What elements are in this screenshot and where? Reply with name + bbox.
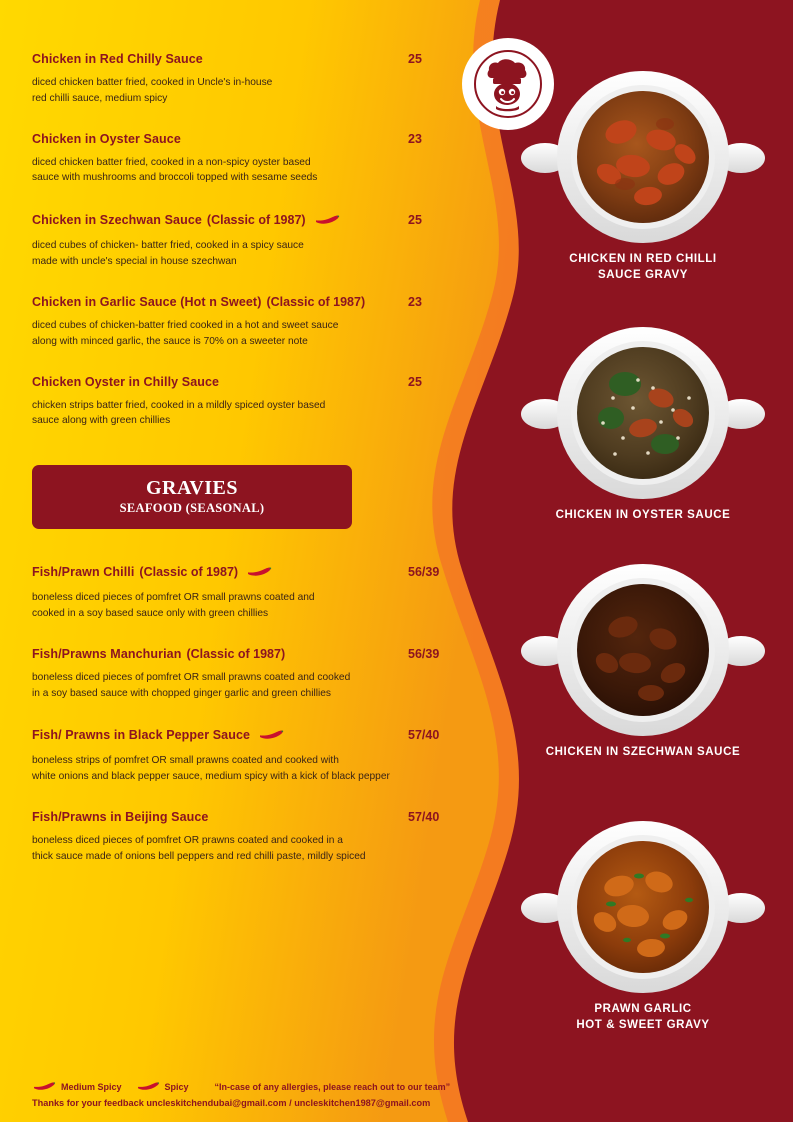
desc-line: boneless strips of pomfret OR small prawns coated and cooked with: [32, 755, 339, 767]
menu-item: [32, 375, 470, 430]
desc-line: boneless diced pieces of pomfret OR small prawns coated and: [32, 592, 315, 604]
dish-image: [493, 318, 793, 508]
dish-caption: [493, 745, 793, 761]
dish-card: [493, 318, 793, 524]
menu-item-description: [32, 398, 470, 430]
desc-line: diced chicken batter fried, cooked in Uncle's in-house: [32, 77, 273, 88]
menu-item-classic-tag: (Classic of 1987): [266, 294, 366, 309]
menu-item-description: [32, 833, 470, 865]
dish-caption: [493, 508, 793, 524]
desc-line: white onions and black pepper sauce, medium spicy with a kick of black pepper: [32, 771, 390, 783]
chef-logo-icon: [472, 48, 544, 120]
menu-item: [32, 810, 470, 865]
menu-item-name: Chicken in Szechwan Sauce: [32, 213, 202, 228]
caption-line: CHICKEN IN OYSTER SAUCE: [555, 509, 731, 521]
menu-item-header: [32, 295, 470, 309]
desc-line: red chilli sauce, medium spicy: [32, 92, 168, 104]
desc-line: along with minced garlic, the sauce is 70% on a sweeter note: [32, 335, 308, 347]
desc-line: diced cubes of chicken-batter fried cooked in a hot and sweet sauce: [32, 319, 339, 331]
desc-line: chicken strips batter fried, cooked in a mildly spiced oyster based: [32, 399, 326, 411]
menu-item-name: Chicken in Oyster Sauce: [32, 131, 181, 146]
menu-item: [32, 647, 470, 702]
dish-caption: [493, 1002, 793, 1033]
dish-photo-column: [493, 0, 793, 1122]
spicy-label: Spicy: [164, 1082, 189, 1092]
menu-item-name: Fish/Prawn Chilli: [32, 565, 135, 580]
menu-item-classic-tag: (Classic of 1987): [139, 565, 239, 580]
section-subtitle: SEAFOOD (SEASONAL): [119, 501, 265, 516]
spicy-chili-icon: [136, 1081, 160, 1093]
spice-legend: [32, 1081, 492, 1093]
menu-item-header: [32, 132, 470, 146]
medium-spicy-chili-icon: [258, 727, 284, 745]
menu-item-price: 23: [408, 131, 422, 146]
menu-item-price: 25: [408, 374, 422, 389]
desc-line: diced cubes of chicken- batter fried, cooked in a spicy sauce: [32, 240, 304, 252]
menu-item-header: [32, 52, 470, 66]
caption-line: CHICKEN IN RED CHILLI: [569, 253, 717, 265]
menu-item-price: 56/39: [408, 646, 440, 661]
desc-line: cooked in a soy based sauce only with green chillies: [32, 607, 269, 619]
menu-item-description: [32, 238, 470, 270]
dish-card: [493, 555, 793, 761]
menu-item-description: [32, 318, 470, 350]
desc-line: made with uncle's special in house szechwan: [32, 256, 237, 268]
caption-line: HOT & SWEET GRAVY: [576, 1018, 710, 1031]
menu-item-name: Fish/ Prawns in Black Pepper Sauce: [32, 728, 251, 743]
dish-caption: [493, 252, 793, 283]
feedback-line: Thanks for your feedback uncleskitchendubai@gmail.com / uncleskitchen1987@gmail.com: [32, 1098, 431, 1108]
menu-item-name: Chicken Oyster in Chilly Sauce: [32, 374, 220, 389]
menu-item: [32, 726, 470, 785]
desc-line: in a soy based sauce with chopped ginger garlic and green chillies: [32, 687, 332, 699]
menu-item-price: 23: [408, 294, 422, 309]
medium-spicy-label: Medium Spicy: [61, 1082, 122, 1092]
menu-item-header: [32, 211, 470, 229]
menu-item: [32, 563, 470, 622]
desc-line: sauce along with green chillies: [32, 415, 171, 427]
caption-line: PRAWN GARLIC: [594, 1003, 692, 1015]
allergy-note: “In-case of any allergies, please reach out to our team”: [214, 1082, 451, 1092]
menu-item: [32, 132, 470, 187]
section-banner: [32, 465, 352, 529]
caption-line: CHICKEN IN SZECHWAN SAUCE: [545, 746, 741, 758]
logo-badge: [462, 38, 554, 130]
menu-item-description: [32, 670, 470, 702]
desc-line: sauce with mushrooms and broccoli topped with sesame seeds: [32, 172, 318, 184]
menu-item-header: [32, 563, 470, 581]
menu-item: [32, 211, 470, 270]
menu-item-price: 57/40: [408, 728, 440, 743]
dish-card: [493, 812, 793, 1033]
menu-item: [32, 52, 470, 107]
menu-item-description: [32, 753, 470, 785]
menu-item-price: 57/40: [408, 810, 440, 824]
menu-item-description: [32, 590, 470, 622]
medium-spicy-chili-icon: [314, 212, 340, 230]
menu-item-name: Chicken in Red Chilly Sauce: [32, 52, 203, 66]
menu-item-name: Fish/Prawns in Beijing Sauce: [32, 810, 209, 824]
menu-item-header: [32, 810, 470, 824]
desc-line: boneless diced pieces of pomfret OR small prawns coated and cooked: [32, 671, 351, 683]
menu-item: [32, 295, 470, 350]
menu-item-price: 25: [408, 52, 422, 66]
menu-item-description: [32, 155, 470, 187]
menu-item-classic-tag: (Classic of 1987): [206, 213, 306, 228]
menu-item-description: [32, 75, 470, 107]
menu-item-header: [32, 375, 470, 389]
dish-image: [493, 812, 793, 1002]
spicy-chili-icon: [246, 564, 272, 582]
caption-line: SAUCE GRAVY: [597, 268, 689, 281]
medium-spicy-chili-icon: [32, 1081, 56, 1093]
dish-image: [493, 555, 793, 745]
menu-item-header: [32, 726, 470, 744]
desc-line: thick sauce made of onions bell peppers and red chilli paste, mildly spiced: [32, 850, 366, 862]
menu-item-name: Chicken in Garlic Sauce (Hot n Sweet): [32, 294, 262, 309]
menu-item-price: 56/39: [408, 565, 440, 580]
menu-item-header: [32, 647, 470, 661]
desc-line: boneless diced pieces of pomfret OR prawns coated and cooked in a: [32, 835, 343, 846]
menu-item-name: Fish/Prawns Manchurian: [32, 646, 182, 661]
menu-item-price: 25: [408, 213, 422, 228]
section-title: GRAVIES: [145, 477, 239, 500]
menu-item-classic-tag: (Classic of 1987): [186, 646, 286, 661]
desc-line: diced chicken batter fried, cooked in a non-spicy oyster based: [32, 156, 311, 168]
footer: [32, 1081, 492, 1108]
